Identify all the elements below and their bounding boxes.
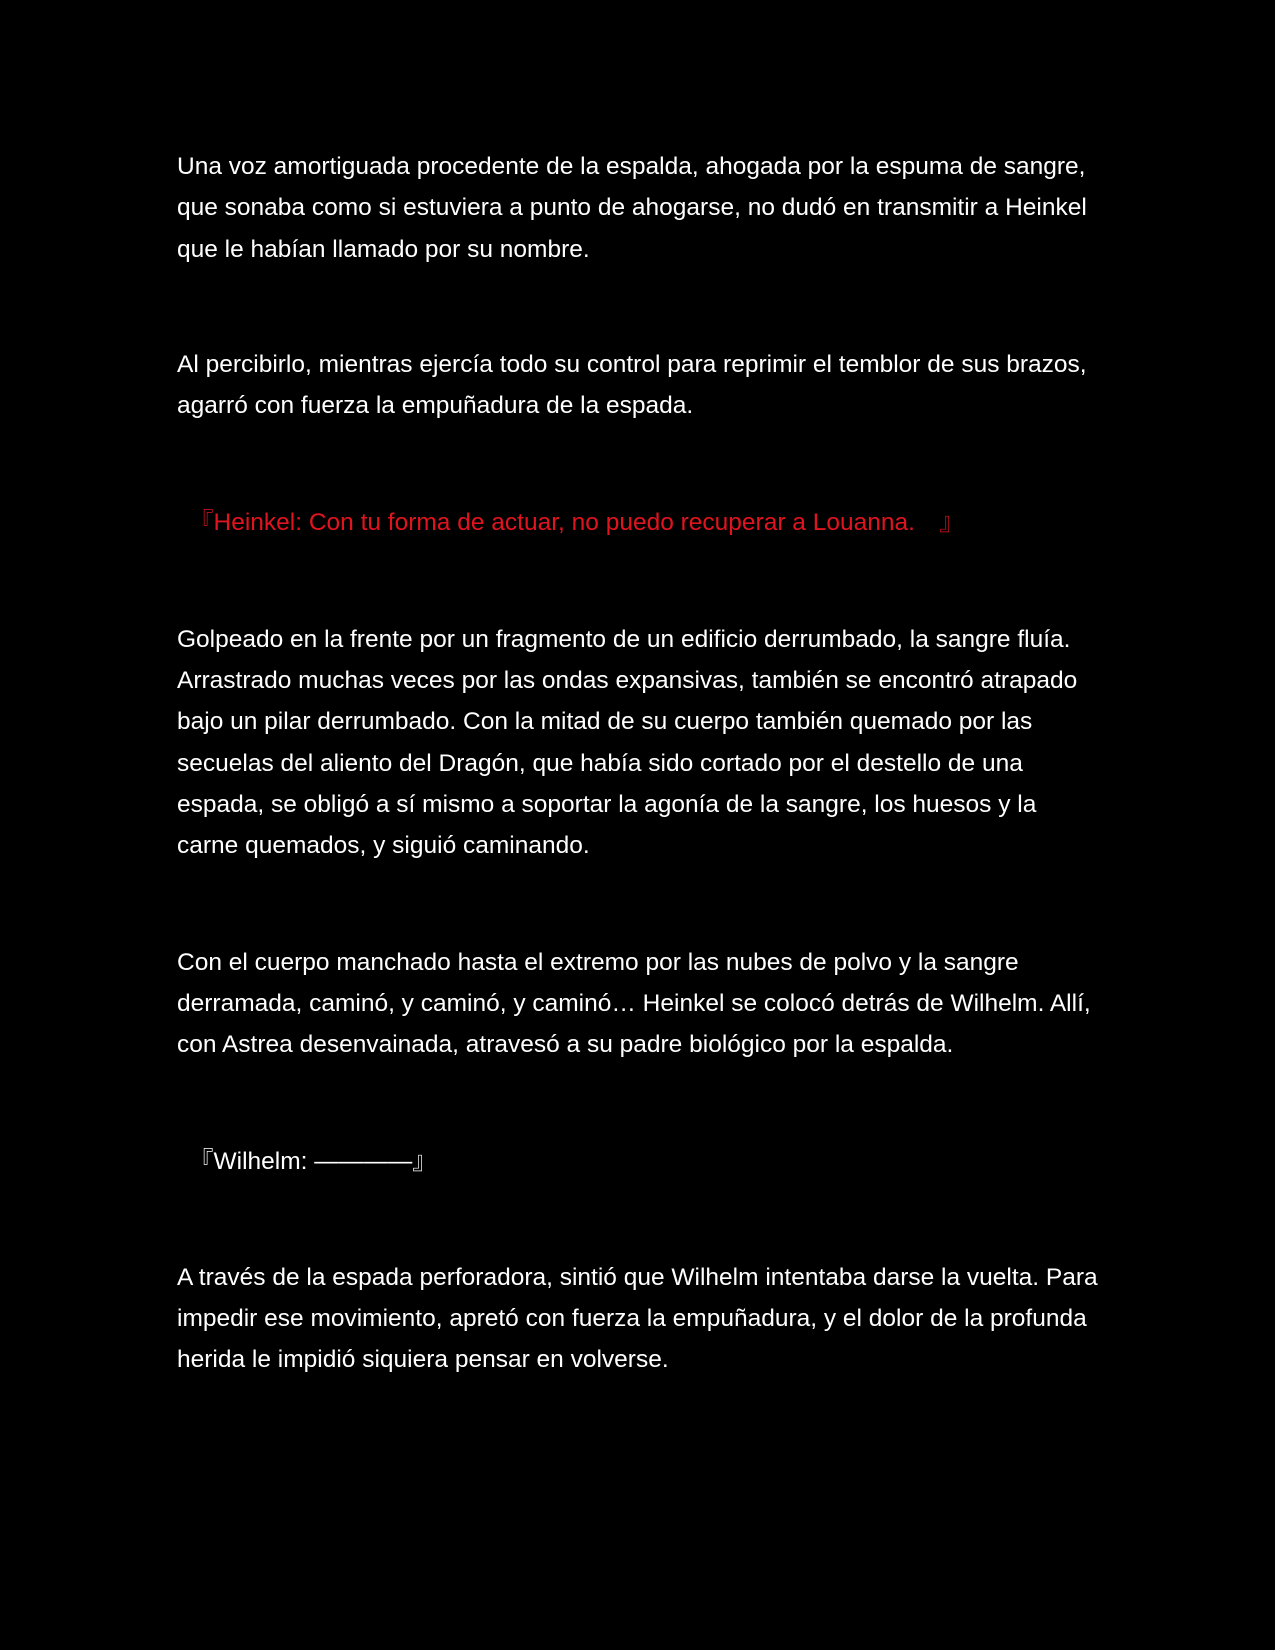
page-content	[177, 146, 1102, 1381]
paragraph-spacer	[177, 426, 1102, 502]
dialogue-heinkel: 『Heinkel: Con tu forma de actuar, no puedo recuperar a Louanna. 』	[189, 509, 964, 537]
paragraph-spacer	[177, 270, 1102, 344]
paragraph-grip: Al percibirlo, mientras ejercía todo su control para reprimir el temblor de sus brazos, agarró con fuerza la empuñadura de la espada.	[177, 350, 1087, 420]
paragraph-voice: Una voz amortiguada procedente de la espalda, ahogada por la espuma de sangre, que sonaba como si estuviera a punto de ahogarse, no dudó en transmitir a Heinkel que le habían llamado por su nombre.	[177, 153, 1087, 263]
paragraph-twist: A través de la espada perforadora, sintió que Wilhelm intentaba darse la vuelta. Para impedir ese movimiento, apretó con fuerza la empuñadura, y el dolor de la profunda herida le impidió siquiera pensar en volverse.	[177, 1263, 1098, 1374]
paragraph-spacer	[177, 544, 1102, 619]
paragraph-wounds: Golpeado en la frente por un fragmento de un edificio derrumbado, la sangre fluía. Arrastrado muchas veces por las ondas expansivas, también se encontró atrapado bajo un pilar derrumbado. Con la mitad de su cuerpo también quemado por las secuelas del aliento del Dragón, que había sido cortado por el destello de una espada, se obligó a sí mismo a soportar la agonía de la sangre, los huesos y la carne quemados, y siguió caminando.	[177, 625, 1078, 860]
paragraph-spacer	[177, 1065, 1102, 1141]
dialogue-wilhelm: 『Wilhelm: ————』	[189, 1148, 437, 1176]
paragraph-stab: Con el cuerpo manchado hasta el extremo por las nubes de polvo y la sangre derramada, caminó, y caminó, y caminó… Heinkel se colocó detrás de Wilhelm. Allí, con Astrea desenvainada, atravesó a su padre biológico por la espalda.	[177, 948, 1091, 1059]
paragraph-spacer	[177, 1183, 1102, 1257]
paragraph-spacer	[177, 867, 1102, 942]
